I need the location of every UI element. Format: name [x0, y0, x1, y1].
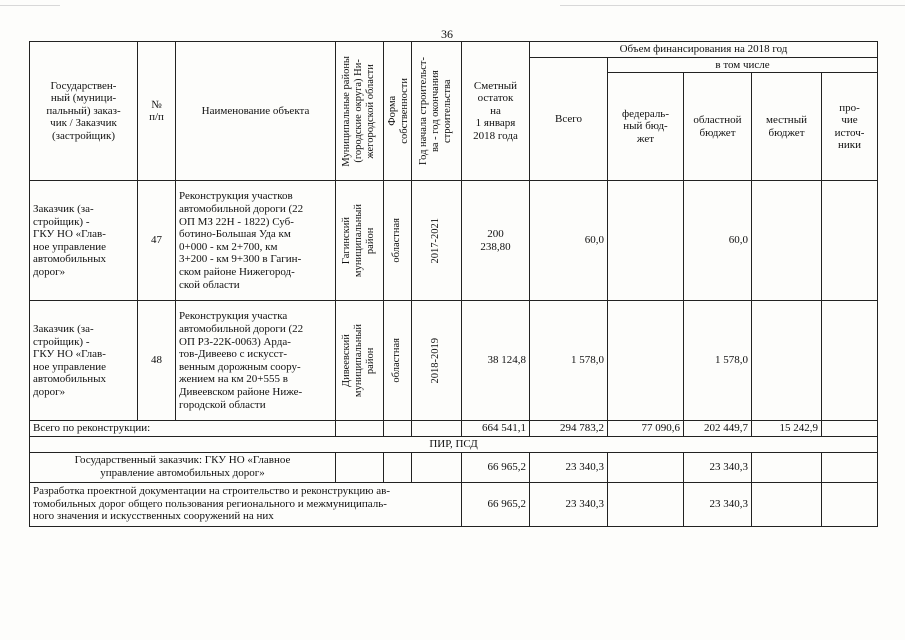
state-customer-total: 23 340,3 [530, 452, 608, 482]
empty-cell [822, 452, 878, 482]
reconstruction-total-row [30, 421, 878, 437]
header-balance: Сметный остаток на 1 января 2018 года [462, 42, 530, 181]
state-customer-label: Государственный заказчик: ГКУ НО «Главное управление автомобильных дорог» [30, 452, 336, 482]
row-other [822, 301, 878, 421]
row-local [752, 301, 822, 421]
state-customer-row [30, 452, 878, 482]
design-docs-total: 23 340,3 [530, 482, 608, 526]
row-local [752, 181, 822, 301]
header-other: про- чие источ- ники [822, 73, 878, 181]
row-period: 2018-2019 [412, 301, 462, 421]
row-object: Реконструкция участков автомобильной дороги (22 ОП МЗ 22Н - 1822) Суб- ботино-Большая Уда км 0+000 - км 2+700, км 3+200 - км 9+300 в Гагин- ском районе Нижегород- ской области [176, 181, 336, 301]
reconstruction-total-total: 294 783,2 [530, 421, 608, 437]
state-customer-regional: 23 340,3 [684, 452, 752, 482]
reconstruction-total-local: 15 242,9 [752, 421, 822, 437]
row-ownership: областная [384, 181, 412, 301]
row-federal [608, 301, 684, 421]
row-district: Гагинский муниципальный район [336, 181, 384, 301]
row-regional: 60,0 [684, 181, 752, 301]
reconstruction-total-regional: 202 449,7 [684, 421, 752, 437]
row-customer: Заказчик (за- стройщик) - ГКУ НО «Глав- ное управление автомобильных дорог» [30, 181, 138, 301]
row-object: Реконструкция участка автомобильной дороги (22 ОП РЗ-22К-0063) Арда- тов-Дивеево с искусст- венным дорожным соору- жением на км 20+555 в Дивеевском районе Ниже- городской области [176, 301, 336, 421]
header-customer: Государствен- ный (муници- пальный) заказ- чик / Заказчик (застройщик) [30, 42, 138, 181]
empty-cell [384, 421, 412, 437]
design-docs-label: Разработка проектной документации на строительство и реконструкцию ав- томобильных дорог общего пользования регионального и межмуниципаль- ного значения и искусственных сооружений на них [30, 482, 462, 526]
header-period: Год начала строительст- ва - год окончания строительства [412, 42, 462, 181]
design-docs-row [30, 482, 878, 526]
reconstruction-total-label: Всего по реконструкции: [30, 421, 336, 437]
empty-cell [752, 452, 822, 482]
empty-cell [412, 421, 462, 437]
row-number: 47 [138, 181, 176, 301]
empty-cell [384, 452, 412, 482]
empty-cell [608, 452, 684, 482]
header-regional: областной бюджет [684, 73, 752, 181]
section-title: ПИР, ПСД [30, 436, 878, 452]
reconstruction-total-federal: 77 090,6 [608, 421, 684, 437]
row-regional: 1 578,0 [684, 301, 752, 421]
financing-table [29, 41, 878, 527]
header-number: № п/п [138, 42, 176, 181]
row-ownership: областная [384, 301, 412, 421]
table-row [30, 181, 878, 301]
row-balance: 38 124,8 [462, 301, 530, 421]
header-federal: федераль- ный бюд- жет [608, 73, 684, 181]
section-row [30, 436, 878, 452]
header-including: в том числе [608, 57, 878, 73]
row-number: 48 [138, 301, 176, 421]
design-docs-regional: 23 340,3 [684, 482, 752, 526]
page-number: 36 [441, 27, 453, 41]
empty-cell [752, 482, 822, 526]
table-row [30, 301, 878, 421]
row-balance: 200 238,80 [462, 181, 530, 301]
header-districts: Муниципальные районы (городские округа) Ни- жегородской области [336, 42, 384, 181]
header-row-1 [30, 42, 878, 58]
row-other [822, 181, 878, 301]
header-object-name: Наименование объекта [176, 42, 336, 181]
row-period: 2017-2021 [412, 181, 462, 301]
row-customer: Заказчик (за- стройщик) - ГКУ НО «Глав- ное управление автомобильных дорог» [30, 301, 138, 421]
empty-cell [822, 421, 878, 437]
reconstruction-total-balance: 664 541,1 [462, 421, 530, 437]
header-local: местный бюджет [752, 73, 822, 181]
header-financing: Объем финансирования на 2018 год [530, 42, 878, 58]
row-total: 60,0 [530, 181, 608, 301]
empty-cell [336, 421, 384, 437]
empty-cell [412, 452, 462, 482]
design-docs-balance: 66 965,2 [462, 482, 530, 526]
row-total: 1 578,0 [530, 301, 608, 421]
empty-cell [822, 482, 878, 526]
row-district: Дивеевский муниципальный район [336, 301, 384, 421]
state-customer-balance: 66 965,2 [462, 452, 530, 482]
empty-cell [608, 482, 684, 526]
row-federal [608, 181, 684, 301]
header-total: Всего [530, 57, 608, 181]
scan-edge-right [560, 5, 905, 6]
empty-cell [336, 452, 384, 482]
header-ownership: Форма собственности [384, 42, 412, 181]
scan-edge-left [0, 5, 60, 6]
